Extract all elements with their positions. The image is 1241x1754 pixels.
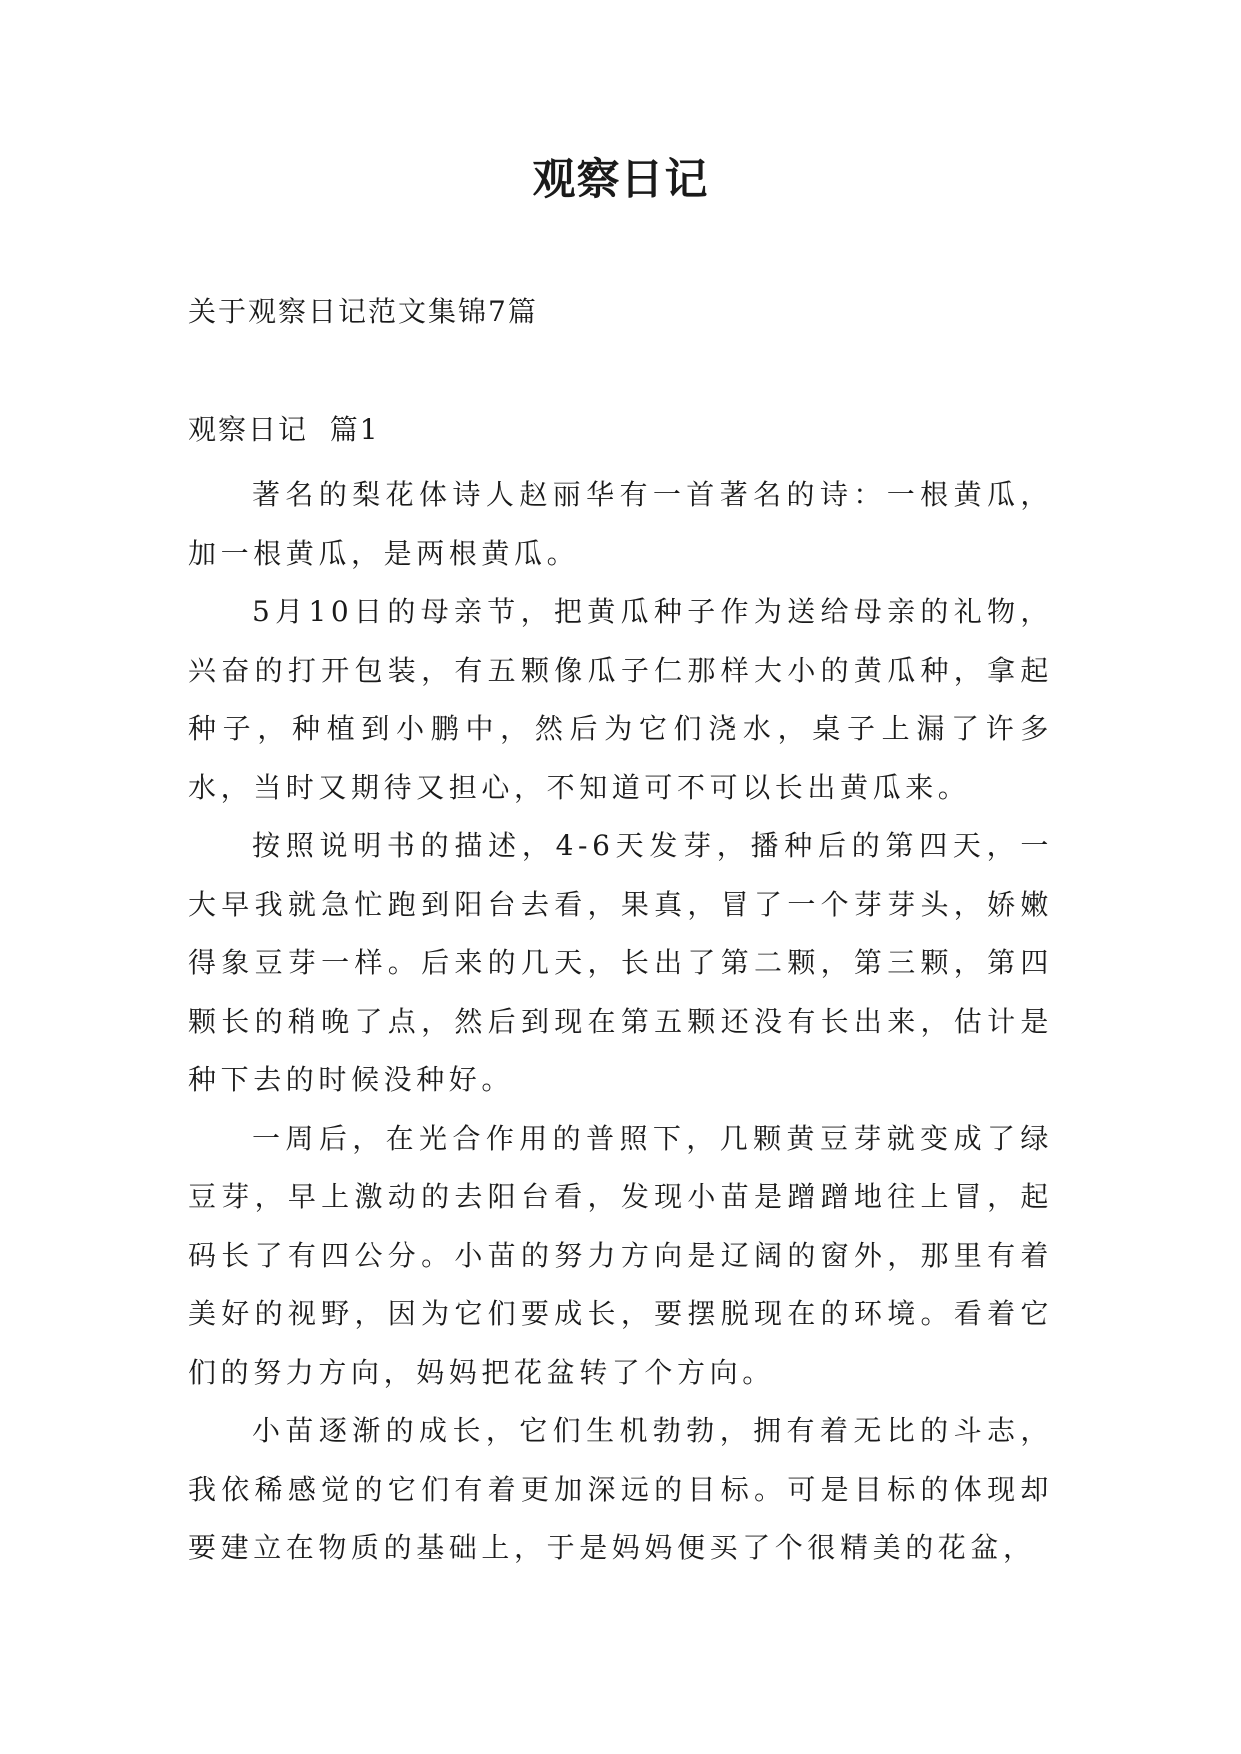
body-text xyxy=(188,466,1053,1578)
paragraph: 按照说明书的描述，4-6天发芽，播种后的第四天，一大早我就急忙跑到阳台去看，果真，冒了一个芽芽头，娇嫩得象豆芽一样。后来的几天，长出了第二颗，第三颗，第四颗长的稍晚了点，然后到现在第五颗还没有长出来，估计是种下去的时候没种好。 xyxy=(188,829,1053,1096)
paragraph: 著名的梨花体诗人赵丽华有一首著名的诗：一根黄瓜，加一根黄瓜，是两根黄瓜。 xyxy=(188,478,1053,570)
paragraph: 小苗逐渐的成长，它们生机勃勃，拥有着无比的斗志，我依稀感觉的它们有着更加深远的目标。可是目标的体现却要建立在物质的基础上，于是妈妈便买了个很精美的花盆， xyxy=(188,1414,1053,1564)
paragraph: 5月10日的母亲节，把黄瓜种子作为送给母亲的礼物，兴奋的打开包装，有五颗像瓜子仁那样大小的黄瓜种，拿起种子，种植到小鹏中，然后为它们浇水，桌子上漏了许多水，当时又期待又担心，不知道可不可以长出黄瓜来。 xyxy=(188,595,1053,804)
document-title: 观察日记 xyxy=(532,155,709,205)
paragraph: 一周后，在光合作用的普照下，几颗黄豆芽就变成了绿豆芽，早上激动的去阳台看，发现小苗是蹭蹭地往上冒，起码长了有四公分。小苗的努力方向是辽阔的窗外，那里有着美好的视野，因为它们要成长，要摆脱现在的环境。看着它们的努力方向，妈妈把花盆转了个方向。 xyxy=(188,1121,1053,1389)
document-subtitle: 关于观察日记范文集锦7篇 xyxy=(188,295,538,328)
section-heading: 观察日记 篇1 xyxy=(188,413,380,446)
